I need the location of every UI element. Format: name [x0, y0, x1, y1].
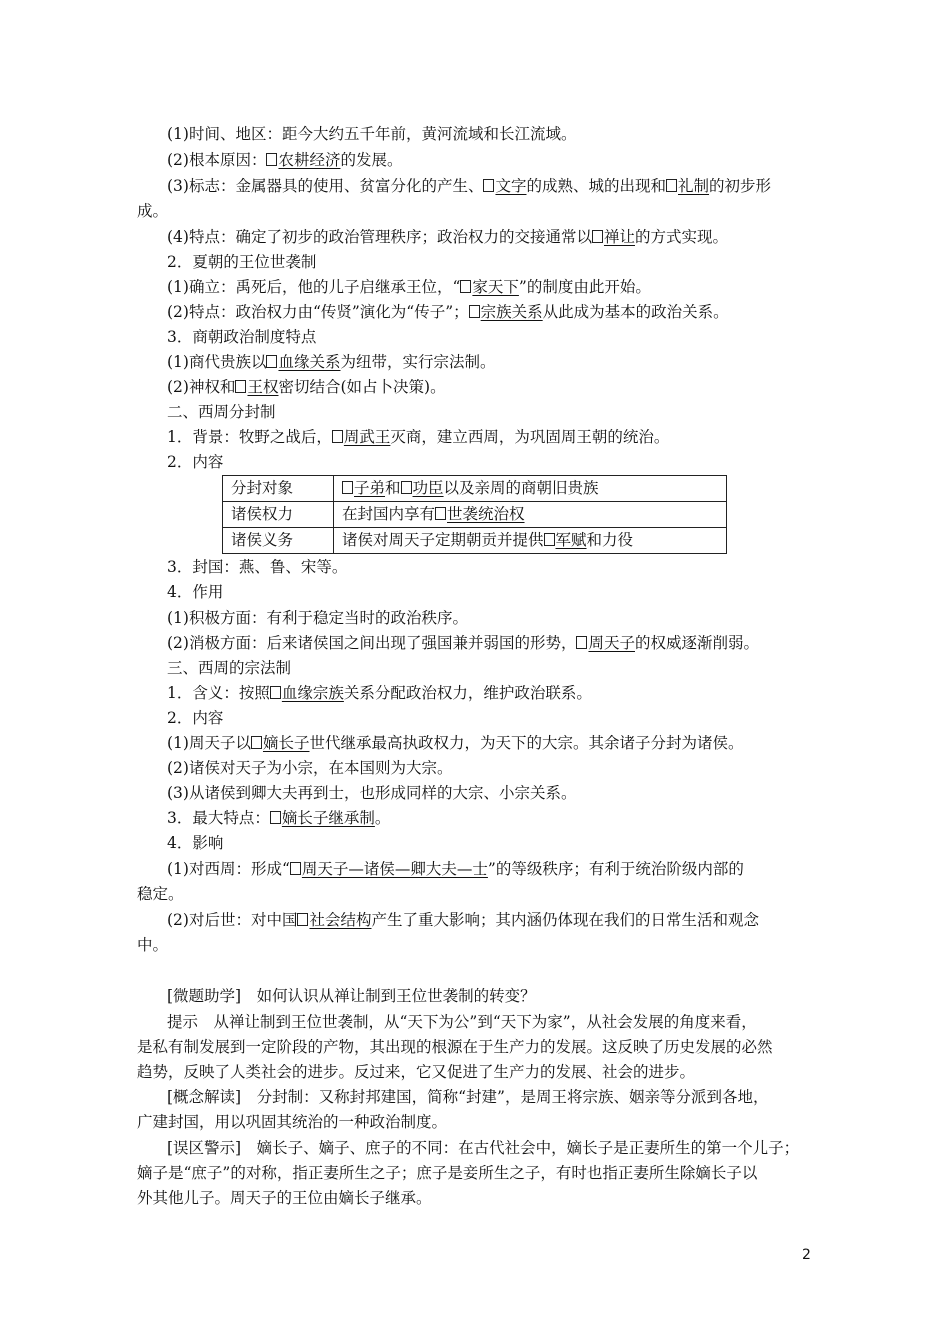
blank-box-icon [592, 230, 603, 243]
paragraph-line: 嫡子是“庶子”的对称，指正妻所生之子；庶子是妾所生之子，有时也指正妻所生除嫡长子以 [137, 1164, 758, 1182]
blank-box-icon [266, 355, 277, 368]
paragraph-line: (2)根本原因： 农耕经济的发展。 [167, 151, 403, 169]
fengjian-table [222, 475, 727, 554]
paragraph-line: 外其他儿子。周天子的王位由嫡长子继承。 [137, 1189, 432, 1207]
paragraph-line: (2)特点：政治权力由“传贤”演化为“传子”； 宗族关系从此成为基本的政治关系。 [167, 303, 729, 321]
paragraph-line: (1)确立：禹死后，他的儿子启继承王位，“ 家天下”的制度由此开始。 [167, 278, 651, 296]
paragraph-line: 稳定。 [137, 885, 184, 903]
blank-box-icon [251, 736, 262, 749]
paragraph-line: 中。 [137, 936, 169, 954]
paragraph-line: (4)特点：确定了初步的政治管理秩序；政治权力的交接通常以 禅让的方式实现。 [167, 228, 728, 246]
blank-box-icon [544, 533, 555, 546]
paragraph-line: 成。 [137, 202, 169, 220]
section-heading: 4．影响 [167, 834, 224, 852]
blank-box-icon [576, 636, 587, 649]
section-heading: 二、西周分封制 [167, 403, 276, 421]
table-value-cell: 子弟和 功臣以及亲周的商朝旧贵族 [334, 476, 727, 502]
blank-box-icon [401, 481, 412, 494]
paragraph-line: 1．含义：按照 血缘宗族关系分配政治权力，维护政治联系。 [167, 684, 592, 702]
blank-box-icon [483, 179, 494, 192]
blank-box-icon [469, 305, 480, 318]
table-row [223, 528, 727, 554]
paragraph-line: (1)时间、地区：距今大约五千年前，黄河流域和长江流域。 [167, 125, 577, 143]
blank-box-icon [297, 913, 308, 926]
tip-heading: [微题助学] 如何认识从禅让制到王位世袭制的转变？ [167, 987, 536, 1005]
paragraph-line: (1)商代贵族以 血缘关系为纽带，实行宗法制。 [167, 353, 496, 371]
section-heading: 2．夏朝的王位世袭制 [167, 253, 317, 271]
paragraph-line: [误区警示] 嫡长子、嫡子、庶子的不同：在古代社会中，嫡长子是正妻所生的第一个儿子； [167, 1139, 800, 1157]
paragraph-line: 3．封国：燕、鲁、宋等。 [167, 558, 348, 576]
blank-box-icon [435, 507, 446, 520]
paragraph-line: 1．背景：牧野之战后， 周武王灭商，建立西周，为巩固周王朝的统治。 [167, 428, 670, 446]
blank-box-icon [266, 153, 277, 166]
paragraph-line: 广建封国，用以巩固其统治的一种政治制度。 [137, 1113, 448, 1131]
section-heading: 2．内容 [167, 709, 224, 727]
paragraph-line: (2)消极方面：后来诸侯国之间出现了强国兼并弱国的形势， 周天子的权威逐渐削弱。 [167, 634, 759, 652]
paragraph-line: 3．最大特点： 嫡长子继承制。 [167, 809, 391, 827]
table-key-cell: 分封对象 [223, 476, 334, 502]
blank-box-icon [270, 686, 281, 699]
paragraph-line: (1)积极方面：有利于稳定当时的政治秩序。 [167, 609, 468, 627]
paragraph-line: (2)对后世：对中国 社会结构产生了重大影响；其内涵仍体现在我们的日常生活和观念 [167, 911, 759, 929]
section-heading: 3．商朝政治制度特点 [167, 328, 317, 346]
blank-box-icon [270, 811, 281, 824]
paragraph-line: (2)神权和 王权密切结合(如占卜决策)。 [167, 378, 446, 396]
paragraph-line: [概念解读] 分封制：又称封邦建国，简称“封建”，是周王将宗族、姻亲等分派到各地， [167, 1088, 769, 1106]
section-heading: 三、西周的宗法制 [167, 659, 292, 677]
table-key-cell: 诸侯权力 [223, 502, 334, 528]
table-key-cell: 诸侯义务 [223, 528, 334, 554]
paragraph-line: 是私有制发展到一定阶段的产物，其出现的根源在于生产力的发展。这反映了历史发展的必然 [137, 1038, 773, 1056]
page-number: 2 [802, 1247, 811, 1263]
paragraph-line: 趋势，反映了人类社会的进步。反过来，它又促进了生产力的发展、社会的进步。 [137, 1063, 696, 1081]
paragraph-line: (1)对西周：形成“ 周天子—诸侯—卿大夫—士”的等级秩序；有利于统治阶级内部的 [167, 860, 744, 878]
blank-box-icon [235, 380, 246, 393]
paragraph-line: (1)周天子以 嫡长子世代继承最高执政权力，为天下的大宗。其余诸子分封为诸侯。 [167, 734, 744, 752]
table-value-cell: 在封国内享有 世袭统治权 [334, 502, 727, 528]
blank-box-icon [666, 179, 677, 192]
paragraph-line: (3)从诸侯到卿大夫再到士，也形成同样的大宗、小宗关系。 [167, 784, 577, 802]
blank-box-icon [460, 280, 471, 293]
table-row [223, 476, 727, 502]
table-value-cell: 诸侯对周天子定期朝贡并提供 军赋和力役 [334, 528, 727, 554]
table-row [223, 502, 727, 528]
section-heading: 2．内容 [167, 453, 224, 471]
blank-box-icon [290, 862, 301, 875]
blank-box-icon [332, 430, 343, 443]
blank-box-icon [342, 481, 353, 494]
paragraph-line: (2)诸侯对天子为小宗，在本国则为大宗。 [167, 759, 453, 777]
paragraph-line: (3)标志：金属器具的使用、贫富分化的产生、 文字的成熟、城的出现和 礼制的初步形 [167, 177, 772, 195]
paragraph-line: 提示 从禅让制到王位世袭制，从“天下为公”到“天下为家”，从社会发展的角度来看， [167, 1013, 757, 1031]
section-heading: 4．作用 [167, 583, 224, 601]
